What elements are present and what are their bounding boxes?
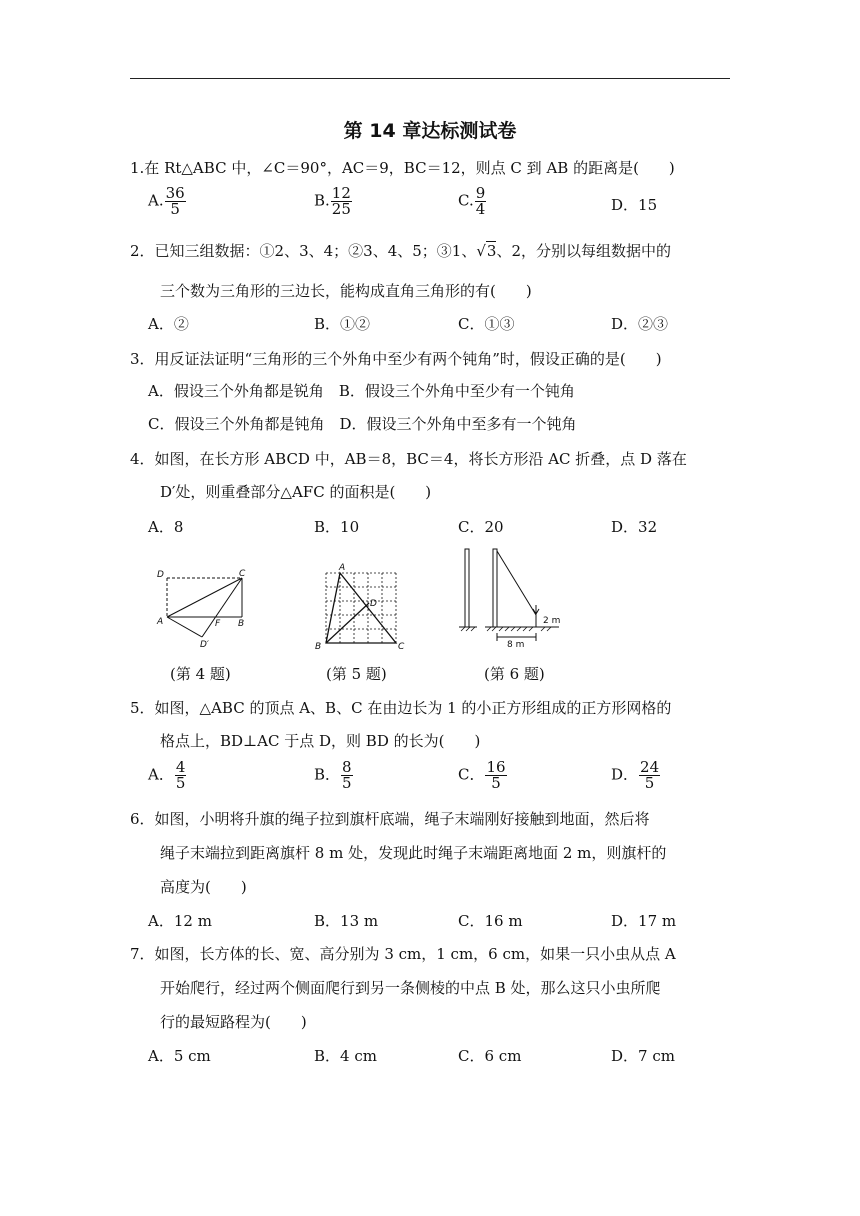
q4-line1: 4．如图，在长方形 ABCD 中，AB＝8，BC＝4，将长方形沿 AC 折叠，点 D 落在 [130, 450, 687, 468]
q1-option-c: C. $\frac{9}{4}$ [458, 184, 486, 218]
q2-option-a: A．② [148, 315, 189, 333]
label-C: C [239, 569, 246, 579]
page-title: 第 14 章达标测试卷 [343, 120, 517, 142]
q5-line1: 5．如图，△ABC 的顶点 A、B、C 在由边长为 1 的小正方形组成的正方形网格的 [130, 699, 672, 717]
label-2m: 2 m [543, 616, 561, 626]
sqrt-value: 3 [486, 242, 497, 260]
q6-option-d: D．17 m [611, 912, 677, 930]
figure-6 [455, 545, 565, 650]
q6-line2: 绳子末端拉到距离旗杆 8 m 处，发现此时绳子末端距离地面 2 m，则旗杆的 [160, 844, 667, 862]
q1-stem: 1.在 Rt△ABC 中，∠C＝90°，AC＝9，BC＝12，则点 C 到 AB 的距离是( ) [130, 159, 675, 177]
q4-line2: D′处，则重叠部分△AFC 的面积是( ) [160, 483, 432, 501]
q7-option-b: B．4 cm [314, 1047, 377, 1065]
label-C: C [398, 642, 405, 652]
q3-options-ab: A．假设三个外角都是锐角 B．假设三个外角中至少有一个钝角 [148, 382, 575, 400]
figure-5-caption: (第 5 题) [326, 665, 387, 683]
label-B: B [238, 619, 245, 629]
q2-option-c: C．①③ [458, 315, 515, 333]
q3-stem: 3．用反证法证明“三角形的三个外角中至少有两个钝角”时，假设正确的是( ) [130, 350, 662, 368]
figure-6-caption: (第 6 题) [484, 665, 545, 683]
q2-option-b: B．①② [314, 315, 371, 333]
top-rule [130, 78, 730, 79]
label-A: A [339, 563, 346, 573]
q4-option-c: C．20 [458, 518, 504, 536]
label-D: D [157, 570, 164, 580]
q5-option-c: C． $\frac{16}{5}$ [458, 758, 506, 792]
q1-option-a: A. $\frac{36}{5}$ [148, 184, 185, 218]
q1-option-d: D．15 [611, 196, 658, 214]
figure-4 [155, 565, 255, 650]
q2-line1: 2．已知三组数据：①2、3、4；②3、4、5；③1、√3、2，分别以每组数据中的 [130, 242, 672, 260]
q7-line2: 开始爬行，经过两个侧面爬行到另一条侧棱的中点 B 处，那么这只小虫所爬 [160, 979, 661, 997]
figure-4-caption: (第 4 题) [170, 665, 231, 683]
q6-line1: 6．如图，小明将升旗的绳子拉到旗杆底端，绳子末端刚好接触到地面，然后将 [130, 810, 650, 828]
label-8m: 8 m [507, 640, 525, 650]
q4-option-a: A．8 [148, 518, 184, 536]
q4-option-d: D．32 [611, 518, 658, 536]
q2-line2: 三个数为三角形的三边长，能构成直角三角形的有( ) [160, 282, 532, 300]
q5-option-b: B． $\frac{8}{5}$ [314, 758, 352, 792]
label-B: B [315, 642, 322, 652]
q7-line1: 7．如图，长方体的长、宽、高分别为 3 cm，1 cm，6 cm，如果一只小虫从点 A [130, 945, 676, 963]
q6-option-b: B．13 m [314, 912, 379, 930]
q7-line3: 行的最短路程为( ) [160, 1013, 307, 1031]
q2-option-d: D．②③ [611, 315, 669, 333]
q6-option-a: A．12 m [148, 912, 212, 930]
label-Dprime: D′ [200, 640, 209, 650]
figure-5 [312, 560, 412, 655]
q7-option-a: A．5 cm [148, 1047, 211, 1065]
q3-options-cd: C．假设三个外角都是钝角 D．假设三个外角中至多有一个钝角 [148, 415, 577, 433]
label-A: A [157, 617, 164, 627]
q5-line2: 格点上，BD⊥AC 于点 D，则 BD 的长为( ) [160, 732, 481, 750]
q5-option-a: A． $\frac{4}{5}$ [148, 758, 186, 792]
q7-option-d: D．7 cm [611, 1047, 675, 1065]
q6-option-c: C．16 m [458, 912, 523, 930]
label-F: F [215, 619, 221, 629]
q7-option-c: C．6 cm [458, 1047, 522, 1065]
q5-option-d: D． $\frac{24}{5}$ [611, 758, 660, 792]
label-D: D [370, 599, 377, 609]
q1-option-b: B. $\frac{12}{25}$ [314, 184, 351, 218]
q4-option-b: B．10 [314, 518, 360, 536]
q6-line3: 高度为( ) [160, 878, 247, 896]
